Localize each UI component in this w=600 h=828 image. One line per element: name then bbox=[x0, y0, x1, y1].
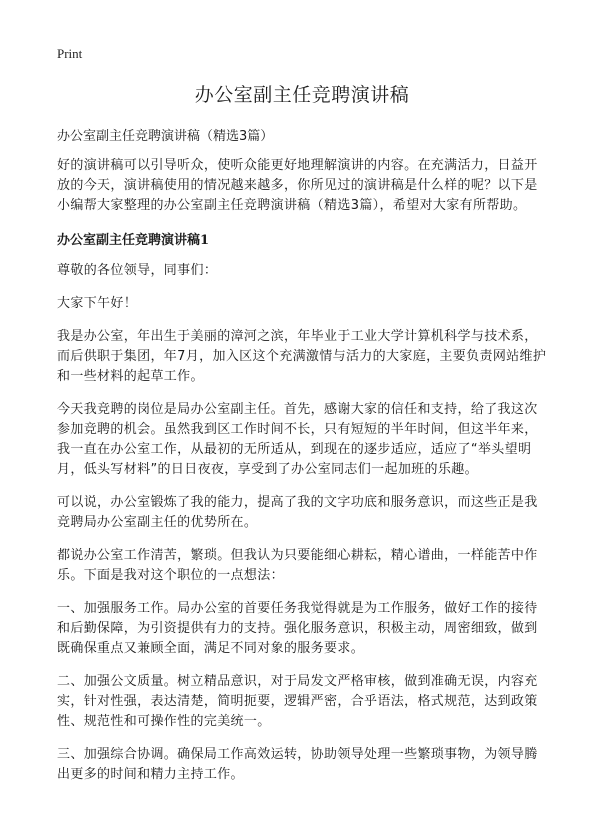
body-paragraph: 一、加强服务工作。局办公室的首要任务我觉得就是为工作服务，做好工作的接待和后勤保障，为引资提供有力的支持。强化服务意识，积极主动，周密细致，做到既确保重点又兼顾全面，满足不同对象的服务要求。 bbox=[57, 601, 538, 656]
document-subtitle: 办公室副主任竞聘演讲稿（精选3篇） bbox=[57, 129, 274, 144]
document-body bbox=[57, 80, 547, 798]
greeting-paragraph: 大家下午好！ bbox=[57, 296, 138, 311]
page-title: 办公室副主任竞聘演讲稿 bbox=[194, 84, 410, 106]
body-paragraph: 都说办公室工作清苦，繁琐。但我认为只要能细心耕耘，精心谱曲，一样能苦中作乐。下面是我对这个职位的一点想法： bbox=[57, 548, 538, 583]
body-paragraph: 我是办公室，年出生于美丽的漳河之滨，年毕业于工业大学计算机科学与技术系，而后供职于集团，年7月，加入区这个充满激情与活力的大家庭，主要负责网站维护和一些材料的起草工作。 bbox=[57, 329, 547, 384]
intro-paragraph: 好的演讲稿可以引导听众，使听众能更好地理解演讲的内容。在充满活力，日益开放的今天，演讲稿使用的情况越来越多，你所见过的演讲稿是什么样的呢？以下是小编帮大家整理的办公室副主任竞聘演讲稿（精选3篇），希望对大家有所帮助。 bbox=[57, 158, 538, 213]
body-paragraph: 二、加强公文质量。树立精品意识，对于局发文严格审核，做到准确无误，内容充实，针对性强，表达清楚，简明扼要，逻辑严密，合乎语法，格式规范，达到政策性、规范性和可操作性的完美统一。 bbox=[57, 674, 538, 729]
body-paragraph: 三、加强综合协调。确保局工作高效运转，协助领导处理一些繁琐事物，为领导腾出更多的时间和精力主持工作。 bbox=[57, 747, 538, 782]
salutation-paragraph: 尊敬的各位领导，同事们： bbox=[57, 263, 218, 278]
body-paragraph: 今天我竞聘的岗位是局办公室副主任。首先，感谢大家的信任和支持，给了我这次参加竞聘的机会。虽然我到区工作时间不长，只有短短的半年时间，但这半年来，我一直在办公室工作，从最初的无所适从，到现在的逐步适应，适应了“举头望明月，低头写材料”的日日夜夜，享受到了办公室同志们一起加班的乐趣。 bbox=[57, 402, 538, 477]
body-paragraph: 可以说，办公室锻炼了我的能力，提高了我的文字功底和服务意识，而这些正是我竞聘局办公室副主任的优势所在。 bbox=[57, 495, 538, 530]
section-heading: 办公室副主任竞聘演讲稿1 bbox=[57, 233, 210, 248]
print-link[interactable]: Print bbox=[57, 46, 83, 61]
